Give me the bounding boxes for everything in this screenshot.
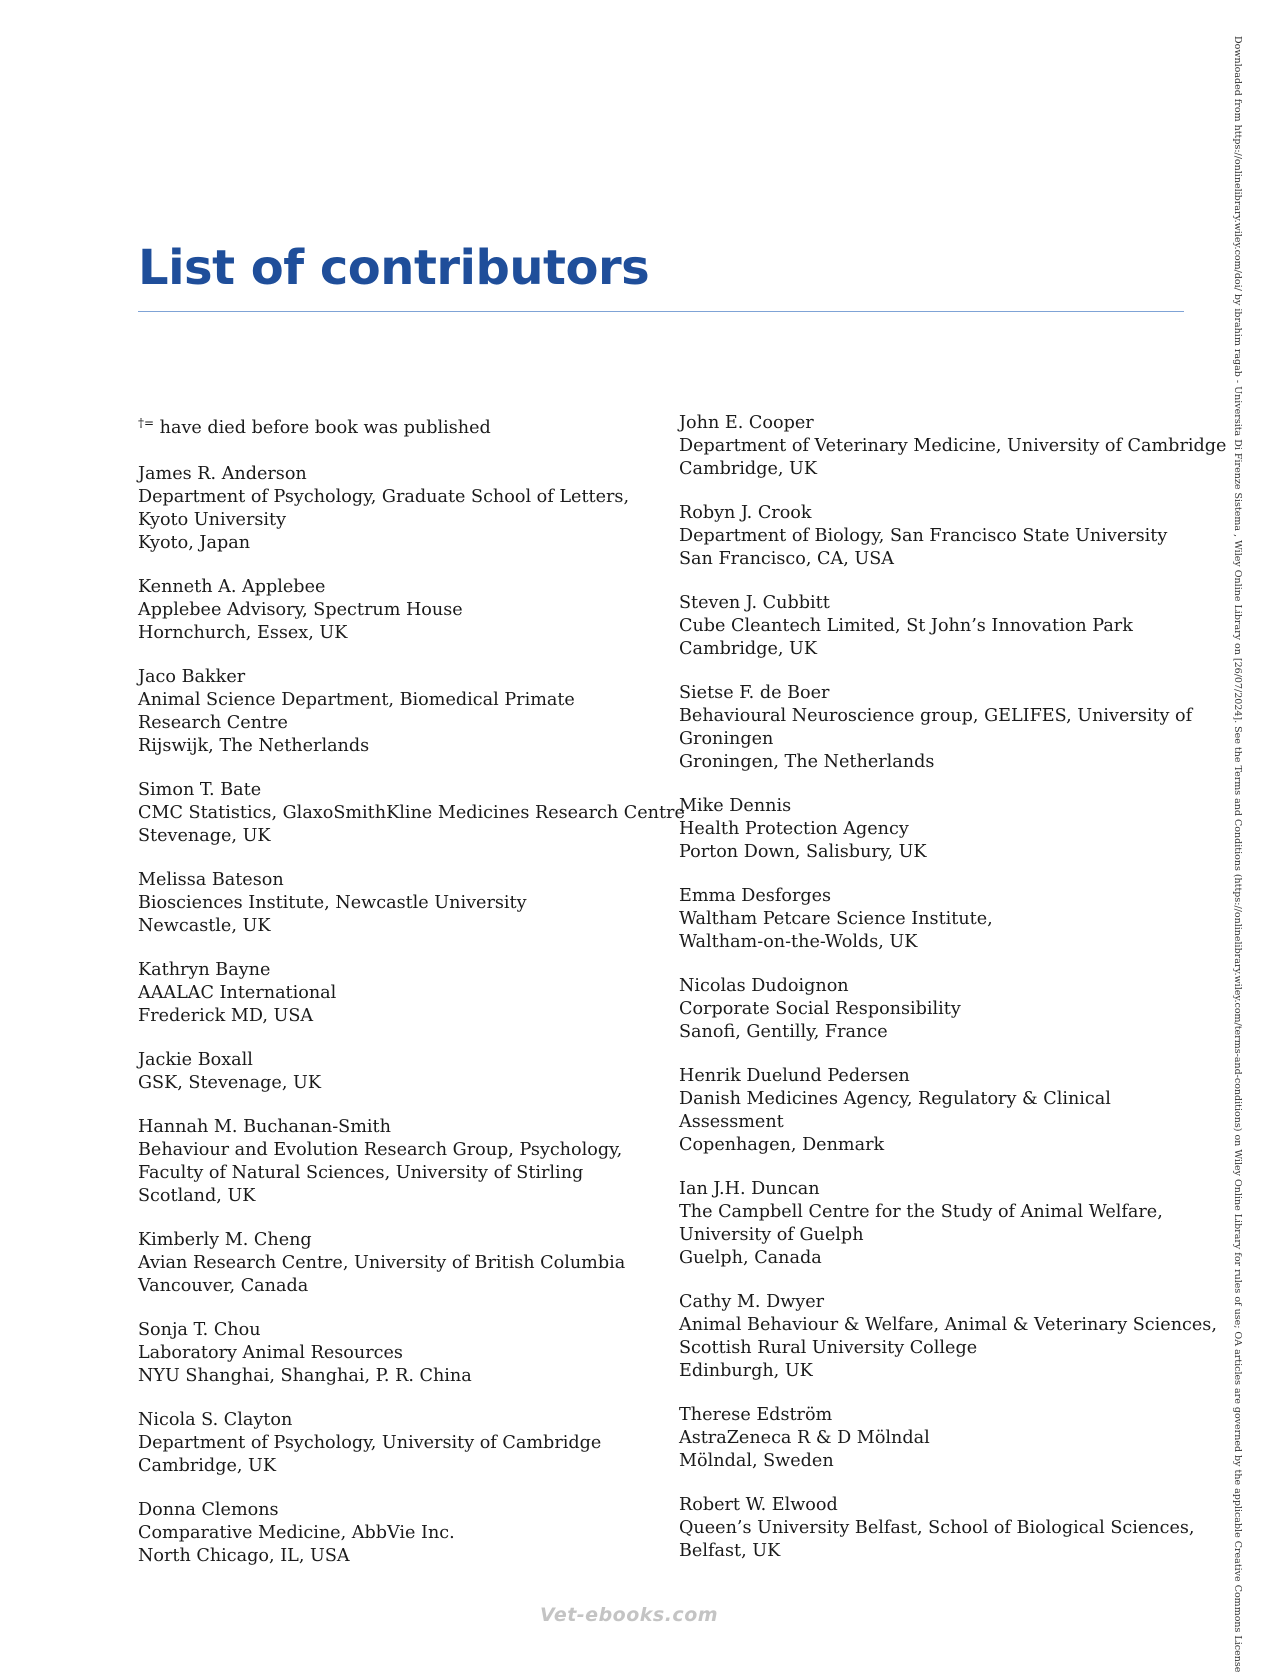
contributor-affiliation-line: Porton Down, Salisbury, UK xyxy=(679,842,927,862)
contributor-affiliation-line: Kyoto University xyxy=(138,510,287,530)
contributor-name: Nicolas Dudoignon xyxy=(679,976,849,996)
watermark-logo: Vet-ebooks.com xyxy=(540,1604,719,1626)
contributor-affiliation-line: Copenhagen, Denmark xyxy=(679,1135,885,1155)
contributor-affiliation-line: Danish Medicines Agency, Regulatory & Clinical xyxy=(679,1089,1111,1109)
contributor-affiliation-line: Department of Biology, San Francisco State University xyxy=(679,526,1168,546)
contributor-name: Simon T. Bate xyxy=(138,780,262,800)
contributor-affiliation-line: Stevenage, UK xyxy=(138,826,271,846)
contributor-affiliation-line: The Campbell Centre for the Study of Animal Welfare, xyxy=(679,1202,1163,1222)
contributor-entry xyxy=(679,412,1227,481)
contributor-entry xyxy=(679,1178,1189,1270)
contributor-affiliation-line: Groningen, The Netherlands xyxy=(679,752,935,772)
contributor-affiliation-line: Animal Behaviour & Welfare, Animal & Veterinary Sciences, xyxy=(679,1315,1217,1335)
contributor-affiliation-line: Biosciences Institute, Newcastle University xyxy=(138,893,527,913)
contributor-entry xyxy=(138,463,648,555)
contributor-entry xyxy=(679,885,1189,954)
contributor-name: Robert W. Elwood xyxy=(679,1495,838,1515)
contributor-entry xyxy=(138,1229,648,1298)
contributor-affiliation-line: Belfast, UK xyxy=(679,1541,781,1561)
contributor-affiliation-line: Vancouver, Canada xyxy=(138,1276,309,1296)
contributor-name: Donna Clemons xyxy=(138,1500,279,1520)
contributor-name: Emma Desforges xyxy=(679,886,832,906)
contributor-name: Mike Dennis xyxy=(679,796,792,816)
contributor-entry xyxy=(138,1319,648,1388)
contributor-affiliation-line: AstraZeneca R & D Mölndal xyxy=(679,1428,930,1448)
contributors-right-column xyxy=(679,412,1227,1584)
contributor-name: Hannah M. Buchanan-Smith xyxy=(138,1117,391,1137)
contributor-affiliation-line: Cambridge, UK xyxy=(679,639,818,659)
contributor-affiliation-line: Department of Veterinary Medicine, University of Cambridge xyxy=(679,436,1227,456)
contributor-affiliation-line: Sanofi, Gentilly, France xyxy=(679,1022,888,1042)
contributor-affiliation-line: GSK, Stevenage, UK xyxy=(138,1073,321,1093)
contributor-affiliation-line: Guelph, Canada xyxy=(679,1248,822,1268)
contributor-entry xyxy=(679,1494,1195,1563)
contributor-affiliation-line: Avian Research Centre, University of British Columbia xyxy=(138,1253,626,1273)
contributor-name: Melissa Bateson xyxy=(138,870,284,890)
contributor-entry xyxy=(138,1499,648,1568)
contributor-entry xyxy=(679,592,1189,661)
contributor-affiliation-line: Mölndal, Sweden xyxy=(679,1451,834,1471)
contributor-affiliation-line: Applebee Advisory, Spectrum House xyxy=(138,600,463,620)
contributor-name: Robyn J. Crook xyxy=(679,503,812,523)
contributor-affiliation-line: Waltham-on-the-Wolds, UK xyxy=(679,932,918,952)
contributor-affiliation-line: Cambridge, UK xyxy=(679,459,818,479)
contributor-entry xyxy=(679,682,1193,774)
contributor-affiliation-line: Assessment xyxy=(679,1112,784,1132)
contributor-name: Cathy M. Dwyer xyxy=(679,1292,825,1312)
contributor-name: Therese Edström xyxy=(679,1405,833,1425)
contributor-affiliation-line: CMC Statistics, GlaxoSmithKline Medicines Research Centre xyxy=(138,803,685,823)
contributor-affiliation-line: Edinburgh, UK xyxy=(679,1361,813,1381)
contributor-entry xyxy=(138,869,648,938)
contributor-name: Sietse F. de Boer xyxy=(679,683,830,703)
contributor-affiliation-line: Hornchurch, Essex, UK xyxy=(138,623,348,643)
contributor-affiliation-line: Rijswijk, The Netherlands xyxy=(138,736,370,756)
page-title: List of contributors xyxy=(138,240,650,296)
contributor-name: Nicola S. Clayton xyxy=(138,1410,293,1430)
right-entries xyxy=(679,412,1227,1563)
contributor-entry xyxy=(679,1404,1189,1473)
deceased-note xyxy=(138,412,648,440)
contributor-affiliation-line: Cambridge, UK xyxy=(138,1456,277,1476)
contributor-affiliation-line: Comparative Medicine, AbbVie Inc. xyxy=(138,1523,455,1543)
download-notice: Downloaded from https://onlinelibrary.wiley.com/doi/ by ibrahim ragab - Universita Di Firenze Sistema , Wiley Online Library on [26/07/2024]. See the Terms and Conditions (https://onlinelibrary.wiley.com/terms-and-conditions) on Wiley Online Library for rules of use; OA articles are governed by the applicable Creative Commons License xyxy=(1232,36,1243,1672)
contributor-entry xyxy=(138,666,648,758)
contributor-affiliation-line: Faculty of Natural Sciences, University of Stirling xyxy=(138,1163,584,1183)
contributor-affiliation-line: Laboratory Animal Resources xyxy=(138,1343,403,1363)
contributor-affiliation-line: Health Protection Agency xyxy=(679,819,909,839)
contributor-entry xyxy=(138,576,648,645)
contributor-name: Kimberly M. Cheng xyxy=(138,1230,312,1250)
title-rule xyxy=(138,311,1184,312)
dagger-symbol: †= xyxy=(138,416,155,430)
contributor-affiliation-line: Department of Psychology, Graduate School of Letters, xyxy=(138,487,630,507)
contributor-entry xyxy=(679,1065,1189,1157)
deceased-note-text: have died before book was published xyxy=(154,418,491,438)
contributor-affiliation-line: Groningen xyxy=(679,729,774,749)
contributor-affiliation-line: Scottish Rural University College xyxy=(679,1338,978,1358)
contributor-affiliation-line: Research Centre xyxy=(138,713,288,733)
contributor-affiliation-line: Cube Cleantech Limited, St John’s Innovation Park xyxy=(679,616,1133,636)
contributors-left-column xyxy=(138,412,685,1589)
contributor-entry xyxy=(138,959,648,1028)
left-entries xyxy=(138,463,685,1568)
contributor-affiliation-line: Waltham Petcare Science Institute, xyxy=(679,909,993,929)
contributor-affiliation-line: Frederick MD, USA xyxy=(138,1006,314,1026)
contributor-affiliation-line: NYU Shanghai, Shanghai, P. R. China xyxy=(138,1366,472,1386)
contributor-entry xyxy=(679,1291,1217,1383)
contributor-name: Steven J. Cubbitt xyxy=(679,593,830,613)
contributor-entry xyxy=(138,1409,648,1478)
contributor-name: Ian J.H. Duncan xyxy=(679,1179,820,1199)
contributor-entry xyxy=(679,975,1189,1044)
contributor-affiliation-line: University of Guelph xyxy=(679,1225,864,1245)
contributor-name: Kenneth A. Applebee xyxy=(138,577,326,597)
contributor-name: John E. Cooper xyxy=(679,413,814,433)
contributor-entry xyxy=(679,795,1189,864)
contributor-affiliation-line: AAALAC International xyxy=(138,983,337,1003)
contributor-name: Jaco Bakker xyxy=(138,667,246,687)
contributor-name: Jackie Boxall xyxy=(138,1050,253,1070)
contributor-affiliation-line: Queen’s University Belfast, School of Biological Sciences, xyxy=(679,1518,1195,1538)
contributor-affiliation-line: North Chicago, IL, USA xyxy=(138,1546,350,1566)
contributor-name: Sonja T. Chou xyxy=(138,1320,261,1340)
contributor-affiliation-line: Animal Science Department, Biomedical Primate xyxy=(138,690,575,710)
contributor-affiliation-line: Scotland, UK xyxy=(138,1186,256,1206)
contributor-entry xyxy=(138,779,685,848)
contributor-entry xyxy=(679,502,1189,571)
contributor-name: James R. Anderson xyxy=(138,464,307,484)
contributor-affiliation-line: Behavioural Neuroscience group, GELIFES, University of xyxy=(679,706,1193,726)
contributor-affiliation-line: Department of Psychology, University of Cambridge xyxy=(138,1433,602,1453)
contributor-affiliation-line: San Francisco, CA, USA xyxy=(679,549,894,569)
contributor-affiliation-line: Kyoto, Japan xyxy=(138,533,251,553)
contributor-entry xyxy=(138,1116,648,1208)
contributor-name: Kathryn Bayne xyxy=(138,960,271,980)
contributor-affiliation-line: Newcastle, UK xyxy=(138,916,271,936)
contributor-name: Henrik Duelund Pedersen xyxy=(679,1066,910,1086)
contributor-affiliation-line: Corporate Social Responsibility xyxy=(679,999,961,1019)
contributor-entry xyxy=(138,1049,648,1095)
contributor-affiliation-line: Behaviour and Evolution Research Group, Psychology, xyxy=(138,1140,623,1160)
